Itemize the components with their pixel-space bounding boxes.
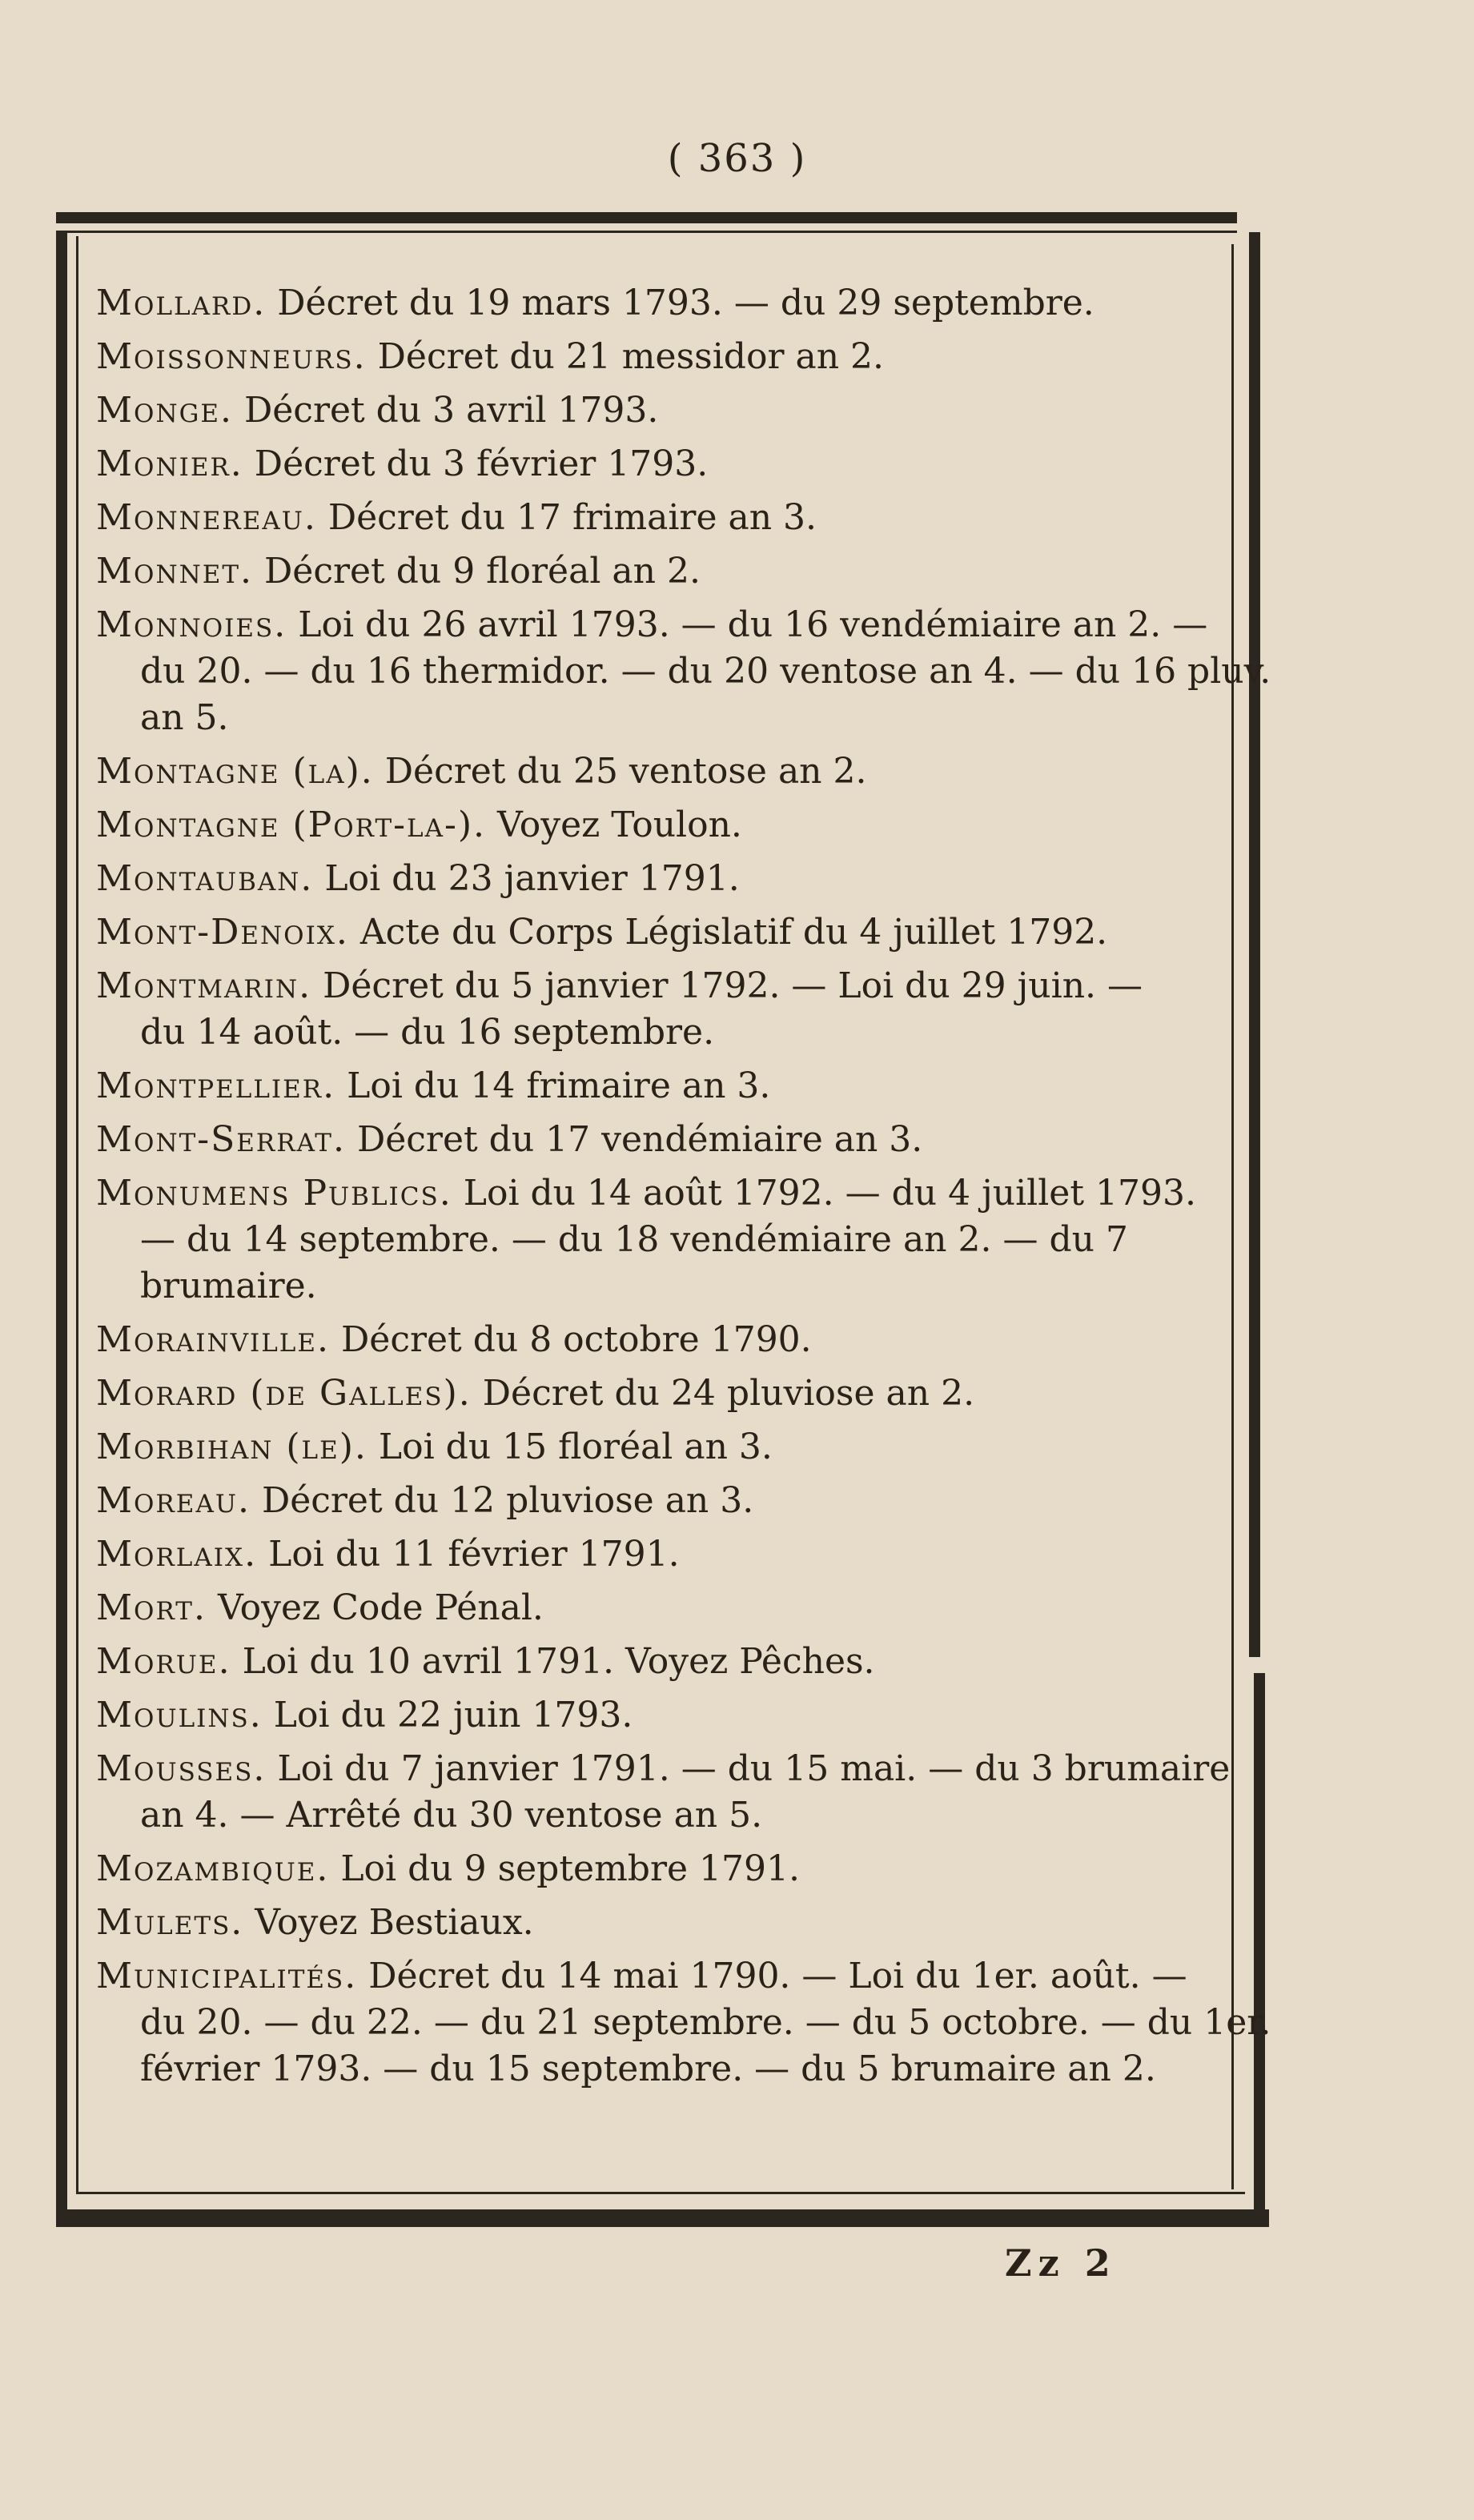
entry-text: Loi du 7 janvier 1791. — du 15 mai. — du 3 brumaire <box>277 1748 1231 1789</box>
frame-rule-left <box>76 236 78 2193</box>
entry-continuation-line <box>96 648 1271 695</box>
entry-text: an 5. <box>140 697 229 738</box>
entry-text: Décret du 17 frimaire an 3. <box>327 497 817 538</box>
entry-heading: Mollard. <box>96 283 267 323</box>
entry-heading: Monnoies. <box>96 604 287 645</box>
signature-mark: Zz 2 <box>1005 2241 1117 2285</box>
entry-first-line <box>96 802 1233 849</box>
entry-text: Voyez Code Pénal. <box>217 1587 544 1628</box>
entry-text: Loi du 11 février 1791. <box>268 1534 680 1575</box>
entry-text: Décret du 9 floréal an 2. <box>264 551 701 592</box>
entry-text: Décret du 12 pluviose an 3. <box>261 1480 754 1521</box>
entry-text: Voyez Toulon. <box>496 805 742 845</box>
entry-text: Décret du 14 mai 1790. — Loi du 1er. août. — <box>368 1956 1187 1996</box>
entry-first-line <box>96 1063 1233 1110</box>
entry-text: an 4. — Arrêté du 30 ventose an 5. <box>140 1795 763 1836</box>
frame-border-right-upper <box>1249 232 1260 1657</box>
entry-first-line <box>96 1317 1233 1363</box>
entry-first-line <box>96 387 1233 434</box>
entry-heading: Morard (de Galles). <box>96 1373 472 1414</box>
entry-continuation-line <box>96 2000 1271 2046</box>
entry-heading: Moreau. <box>96 1480 251 1521</box>
entry-first-line <box>96 495 1233 541</box>
index-entry <box>96 1585 1233 1631</box>
entry-text: du 20. — du 22. — du 21 septembre. — du 5 octobre. — du 1er. <box>140 2002 1271 2043</box>
entry-heading: Morainville. <box>96 1319 330 1360</box>
entry-first-line <box>96 1900 1233 1946</box>
entry-heading: Municipalités. <box>96 1956 358 1996</box>
index-entry <box>96 602 1271 741</box>
entry-text: Loi du 26 avril 1793. — du 16 vendémiaire an 2. — <box>298 604 1208 645</box>
entry-heading: Mont-Serrat. <box>96 1119 346 1160</box>
index-entry <box>96 909 1233 956</box>
entry-text: Décret du 3 avril 1793. <box>243 390 659 431</box>
entry-first-line <box>96 334 1233 380</box>
entry-first-line <box>96 1585 1233 1631</box>
entry-heading: Mozambique. <box>96 1848 330 1889</box>
entry-first-line <box>96 1531 1233 1578</box>
index-entry <box>96 1846 1233 1892</box>
entry-text: Décret du 19 mars 1793. — du 29 septembre. <box>277 283 1094 323</box>
frame-border-bottom <box>56 2209 1269 2227</box>
entry-text: du 20. — du 16 thermidor. — du 20 ventose an 4. — du 16 pluv. <box>140 651 1271 692</box>
index-entry <box>96 1953 1271 2093</box>
entry-text: Loi du 14 août 1792. — du 4 juillet 1793. <box>463 1173 1196 1214</box>
entry-heading: Montmarin. <box>96 965 312 1006</box>
index-entry <box>96 495 1233 541</box>
entry-heading: Morue. <box>96 1641 231 1682</box>
index-entry <box>96 280 1233 327</box>
index-entry <box>96 1063 1233 1110</box>
entry-text: Loi du 10 avril 1791. Voyez Pêches. <box>242 1641 875 1682</box>
entry-heading: Monnet. <box>96 551 254 592</box>
index-entry <box>96 856 1233 902</box>
index-entry <box>96 387 1233 434</box>
entry-heading: Monier. <box>96 443 243 484</box>
entry-continuation-line <box>96 1009 1233 1056</box>
index-entry <box>96 1900 1233 1946</box>
entry-first-line <box>96 280 1233 327</box>
entry-first-line <box>96 1117 1233 1163</box>
entry-text: du 14 août. — du 16 septembre. <box>140 1012 715 1053</box>
entry-first-line <box>96 441 1233 488</box>
entry-text: Voyez Bestiaux. <box>255 1902 534 1943</box>
index-entry <box>96 1639 1233 1685</box>
index-entry <box>96 1531 1233 1578</box>
entry-heading: Montpellier. <box>96 1065 336 1106</box>
entry-heading: Mulets. <box>96 1902 244 1943</box>
entry-first-line <box>96 1424 1233 1471</box>
page-number: ( 363 ) <box>667 136 807 181</box>
entry-text: Décret du 25 ventose an 2. <box>384 751 867 792</box>
entry-heading: Morbihan (le). <box>96 1427 367 1467</box>
entry-text: Loi du 22 juin 1793. <box>273 1695 633 1736</box>
index-entries <box>96 280 1271 2100</box>
entry-first-line <box>96 1953 1233 2000</box>
index-entry <box>96 334 1233 380</box>
entry-first-line <box>96 1639 1233 1685</box>
entry-text: Loi du 9 septembre 1791. <box>340 1848 800 1889</box>
index-entry <box>96 802 1233 849</box>
entry-text: Décret du 21 messidor an 2. <box>377 336 885 377</box>
entry-continuation-line <box>96 695 1233 741</box>
index-entry <box>96 548 1233 595</box>
entry-first-line <box>96 548 1233 595</box>
entry-first-line <box>96 602 1233 648</box>
entry-heading: Montagne (la). <box>96 751 374 792</box>
entry-text: février 1793. — du 15 septembre. — du 5 brumaire an 2. <box>140 2049 1156 2089</box>
entry-first-line <box>96 1170 1233 1217</box>
index-entry <box>96 1746 1233 1839</box>
frame-border-left <box>56 232 67 2217</box>
entry-text: Acte du Corps Législatif du 4 juillet 1792. <box>359 912 1108 953</box>
entry-first-line <box>96 1478 1233 1524</box>
entry-first-line <box>96 856 1233 902</box>
entry-continuation-line <box>96 1217 1233 1263</box>
entry-heading: Mousses. <box>96 1748 267 1789</box>
entry-continuation-line <box>96 1263 1233 1310</box>
entry-heading: Montagne (Port-la-). <box>96 805 486 845</box>
entry-text: Loi du 23 janvier 1791. <box>324 858 740 899</box>
entry-heading: Moissonneurs. <box>96 336 367 377</box>
entry-first-line <box>96 963 1233 1009</box>
entry-heading: Monnereau. <box>96 497 317 538</box>
entry-heading: Monumens Publics. <box>96 1173 452 1214</box>
entry-text: — du 14 septembre. — du 18 vendémiaire an 2. — du 7 <box>140 1219 1128 1260</box>
index-entry <box>96 1424 1233 1471</box>
index-entry <box>96 1317 1233 1363</box>
frame-border-top <box>56 212 1237 223</box>
entry-heading: Morlaix. <box>96 1534 258 1575</box>
entry-first-line <box>96 1370 1233 1417</box>
entry-text: Décret du 5 janvier 1792. — Loi du 29 juin. — <box>323 965 1143 1006</box>
entry-first-line <box>96 1746 1233 1792</box>
entry-text: Loi du 15 floréal an 3. <box>378 1427 773 1467</box>
frame-rule-top <box>56 231 1237 233</box>
entry-heading: Mont-Denoix. <box>96 912 349 953</box>
entry-continuation-line <box>96 1792 1233 1839</box>
entry-text: Décret du 17 vendémiaire an 3. <box>356 1119 923 1160</box>
index-entry <box>96 1117 1233 1163</box>
frame-rule-bottom <box>76 2192 1245 2194</box>
entry-first-line <box>96 748 1233 795</box>
entry-first-line <box>96 1692 1233 1739</box>
entry-first-line <box>96 1846 1233 1892</box>
entry-heading: Montauban. <box>96 858 314 899</box>
index-entry <box>96 1478 1233 1524</box>
entry-heading: Moulins. <box>96 1695 263 1736</box>
index-entry <box>96 441 1233 488</box>
entry-continuation-line <box>96 2046 1233 2093</box>
entry-heading: Mort. <box>96 1587 207 1628</box>
index-entry <box>96 1170 1233 1310</box>
entry-first-line <box>96 909 1233 956</box>
entry-text: brumaire. <box>140 1266 317 1306</box>
entry-text: Loi du 14 frimaire an 3. <box>347 1065 771 1106</box>
entry-text: Décret du 8 octobre 1790. <box>341 1319 812 1360</box>
entry-heading: Monge. <box>96 390 233 431</box>
index-entry <box>96 748 1233 795</box>
index-entry <box>96 1370 1233 1417</box>
frame-border-right-lower <box>1254 1673 1265 2217</box>
index-entry <box>96 1692 1233 1739</box>
index-entry <box>96 963 1233 1056</box>
entry-text: Décret du 3 février 1793. <box>254 443 709 484</box>
entry-text: Décret du 24 pluviose an 2. <box>482 1373 975 1414</box>
